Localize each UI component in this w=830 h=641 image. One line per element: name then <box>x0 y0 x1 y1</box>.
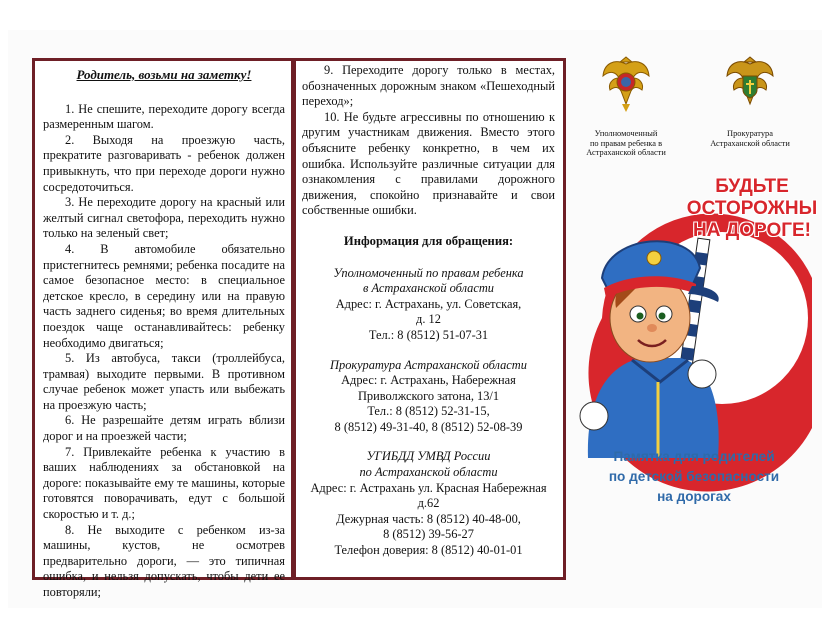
double-eagle-emblem-icon <box>600 56 652 114</box>
left-panel-title: Родитель, возьми на заметку! <box>76 67 252 82</box>
org-name: УГИБДД УМВД России <box>366 449 491 464</box>
brochure-title <box>566 447 822 507</box>
tip-item: 10. Не будьте агрессивны по отношению к другим участникам движения. Вместо этого объясните ребенку конкретно, в чем их ошибка. Используйте различные ситуации для ознакомления с правилами дорожного движения, спокойно признавайте и свои собственные ошибки. <box>302 109 555 218</box>
contact-block-traffic-police <box>302 449 555 558</box>
contact-block-ombudsman <box>302 266 555 344</box>
tip-item: 9. Переходите дорогу только в местах, обозначенных дорожным знаком «Пешеходный переход»; <box>302 63 555 109</box>
caption-line: Уполномоченный <box>594 129 658 138</box>
tip-item: 1. Не спешите, переходите дорогу всегда размеренным шагом. <box>43 101 285 132</box>
org-phone: 8 (8512) 49-31-40, 8 (8512) 52-08-39 <box>334 419 523 434</box>
ombudsman-logo-block <box>566 56 686 158</box>
org-phone: Телефон доверия: 8 (8512) 40-01-01 <box>334 543 523 558</box>
slogan-line: НА ДОРОГЕ! <box>692 220 811 241</box>
tip-item: 6. Не разрешайте детям играть вблизи дорог и на проезжей части; <box>43 413 285 444</box>
org-phone: Тел.: 8 (8512) 52-31-15, <box>367 404 490 419</box>
prosecutor-caption <box>690 129 810 148</box>
org-name: Прокуратура Астраханской области <box>330 357 527 372</box>
left-panel <box>32 58 294 599</box>
tip-item: 2. Выходя на проезжую часть, прекратите разговаривать - ребенок должен привыкнуть, что при переходе дороги нужно сосредоточиться. <box>43 132 285 194</box>
caption-line: Прокуратура <box>727 129 773 138</box>
org-address: Адрес: г. Астрахань, Набережная <box>341 373 516 388</box>
tip-item: 7. Привлекайте ребенка к участию в ваших наблюдениях за обстановкой на дороге: показывайте ему те машины, которые готовятся поворачивать, едут с большой скоростью и т. д.; <box>43 444 285 522</box>
prosecutor-logo-block <box>690 56 810 148</box>
tip-item: 8. Не выходите с ребенком из-за машины, кустов, не осмотрев предварительно дороги, — это типичная ошибка, и нельзя допускать, чтобы дети ее повторяли; <box>43 522 285 599</box>
caption-line: Астраханской области <box>710 138 790 148</box>
middle-panel <box>294 58 566 580</box>
org-phone: 8 (8512) 39-56-27 <box>383 527 474 542</box>
poster-slogan <box>682 176 822 242</box>
logos-row <box>566 50 822 160</box>
brochure-title-line: Памятка для родителей <box>613 449 775 464</box>
org-name: по Астраханской области <box>359 465 498 480</box>
slogan-line: БУДЬТЕ <box>715 176 789 197</box>
brochure-title-line: по детской безопасности <box>608 469 780 484</box>
caption-line: Астраханской области <box>586 148 666 158</box>
prosecutor-emblem-icon <box>724 56 776 114</box>
org-address: Адрес: г. Астрахань ул. Красная Набережная <box>310 480 547 495</box>
tip-item: 5. Из автобуса, такси (троллейбуса, трамвая) выходите первыми. В противном случае ребенок может упасть или выбежать на проезжую часть; <box>43 351 285 412</box>
ombudsman-caption <box>566 129 686 158</box>
org-phone: Тел.: 8 (8512) 51-07-31 <box>368 327 489 342</box>
brochure-title-line: на дорогах <box>657 489 731 504</box>
cover-panel <box>566 50 822 580</box>
tip-item: 4. В автомобиле обязательно пристегнитесь ремнями; ребенка посадите на самое безопасное место: в специальное детское кресло, в середину или на правую часть заднего сиденья; во время длительных поездок чаще останавливайтесь: ребенку необходимо двигаться; <box>43 241 285 350</box>
org-address: Приволжского затона, 13/1 <box>357 388 500 403</box>
slogan-line: ОСТОРОЖНЫ <box>686 198 818 219</box>
contact-block-prosecutor <box>302 358 555 436</box>
tip-item: 3. Не переходите дорогу на красный или желтый сигнал светофора, переходить нужно только на зеленый свет; <box>43 195 285 241</box>
org-name: в Астраханской области <box>362 281 495 296</box>
org-phone: Дежурная часть: 8 (8512) 40-48-00, <box>336 511 521 526</box>
org-address: д. 12 <box>416 312 441 327</box>
org-address: д.62 <box>417 496 440 511</box>
org-name: Уполномоченный по правам ребенка <box>333 265 524 280</box>
contact-info-heading: Информация для обращения: <box>343 233 514 248</box>
caption-line: по правам ребенка в <box>589 138 663 148</box>
org-address: Адрес: г. Астрахань, ул. Советская, <box>335 296 522 311</box>
